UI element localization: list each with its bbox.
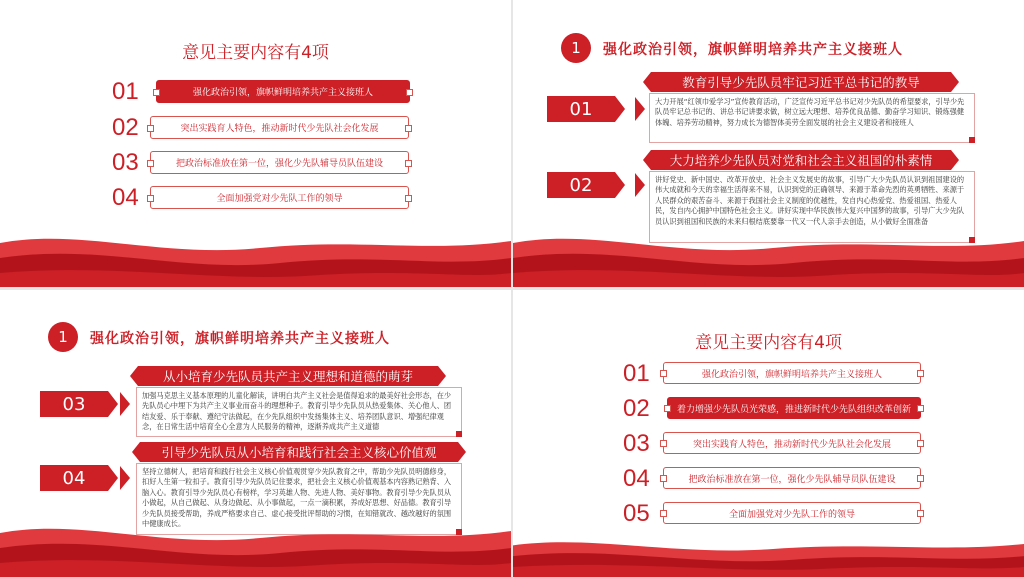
row-number: 02 [112, 114, 139, 141]
outline-item-label: 全面加强党对少先队工作的领导 [728, 509, 855, 520]
connector-dot [147, 125, 154, 132]
row-number: 03 [623, 430, 650, 457]
outline-item-label: 把政治标准放在第一位，强化少先队辅导员队伍建设 [175, 159, 383, 169]
section-number-circle: 1 [48, 322, 78, 352]
section-heading: 强化政治引领，旗帜鲜明培养共产主义接班人 [603, 42, 903, 58]
section-heading: 强化政治引领，旗帜鲜明培养共产主义接班人 [90, 331, 390, 347]
section-number-tag: 01 [547, 96, 615, 122]
row-number: 05 [623, 500, 650, 527]
outline-item-label: 突出实践育人特色，推动新时代少先队社会化发展 [692, 439, 891, 450]
connector-dot [917, 370, 924, 377]
row-number: 01 [623, 360, 650, 387]
slide-outline-4[interactable] [0, 0, 511, 287]
corner-marker [456, 431, 462, 437]
outline-item-label: 全面加强党对少先队工作的领导 [216, 194, 343, 204]
outline-item-4[interactable] [663, 467, 921, 489]
outline-item-label: 突出实践育人特色，推动新时代少先队社会化发展 [180, 124, 379, 134]
connector-dot [660, 510, 667, 517]
outline-item-label: 把政治标准放在第一位，强化少先队辅导员队伍建设 [688, 474, 896, 485]
section-number-tag: 02 [547, 172, 615, 198]
section-number-tag: 04 [40, 465, 108, 491]
red-ribbon-wave [513, 223, 1024, 287]
row-number: 02 [623, 395, 650, 422]
outline-item-label: 强化政治引领，旗帜鲜明培养共产主义接班人 [701, 369, 882, 380]
corner-marker [969, 137, 975, 143]
connector-dot [406, 89, 413, 96]
connector-dot [664, 405, 671, 412]
subtitle-banner: 引导少先队员从小培育和践行社会主义核心价值观 [140, 442, 458, 462]
row-number: 01 [112, 78, 139, 105]
connector-dot [405, 195, 412, 202]
section-body-text: 大力开展“红领巾爱学习”宣传教育活动，广泛宣传习近平总书记对少先队员的希望要求，引导少先队员牢记总书记的、讲总书记讲要求做，树立远大理想、培养优良品德、勤奋学习知识、锻炼强健体魄、培养劳动精神，努力成长为德智体美劳全面发展的社会主义建设者和接班人 [649, 93, 975, 143]
connector-dot [917, 440, 924, 447]
red-ribbon-wave [513, 531, 1024, 577]
red-ribbon-wave [0, 223, 511, 287]
connector-dot [660, 370, 667, 377]
row-number: 04 [623, 465, 650, 492]
connector-dot [917, 405, 924, 412]
connector-dot [660, 475, 667, 482]
chevron-right-icon [635, 173, 645, 197]
outline-item-2[interactable] [667, 397, 921, 419]
outline-item-1[interactable] [663, 362, 921, 384]
outline-item-3[interactable] [150, 151, 409, 174]
connector-dot [147, 160, 154, 167]
connector-dot [660, 440, 667, 447]
outline-item-label: 着力增强少先队员光荣感，推进新时代少先队组织改革创新 [676, 404, 911, 415]
section-number-tag: 03 [40, 391, 108, 417]
slide-section-1-part-a[interactable] [513, 0, 1024, 287]
connector-dot [405, 125, 412, 132]
chevron-right-icon [120, 466, 130, 490]
red-ribbon-wave [0, 513, 511, 577]
section-body-text: 讲好党史、新中国史、改革开放史、社会主义发展史的故事，引导广大少先队员认识到祖国建设的伟大成就和今天的幸福生活得来不易，认识到党的正确领导、来源于革命先烈的英勇牺牲、来源于人民群众的艰苦奋斗、来源于我国社会主义制度的优越性，发自内心热爱党、热爱祖国、热爱人民，发自内心拥护中国特色社会主义。讲好实现中华民族伟大复兴中国梦的故事，引导广大少先队员认识到祖国和民族的未来归根结底要靠一代又一代人亲手去创造，从小做好全面准备 [649, 171, 975, 243]
row-number: 03 [112, 149, 139, 176]
slide-title: 意见主要内容有4项 [695, 333, 842, 353]
connector-dot [917, 510, 924, 517]
connector-dot [147, 195, 154, 202]
section-body-text: 加强马克思主义基本原理的儿童化解读，讲明白共产主义社会是值得追求的最美好社会形态，在少先队员心中埋下为共产主义事业而奋斗的理想种子。教育引导少先队员从热爱集体、关心他人、团结友爱、乐于奉献、遵纪守法做起，在少先队组织中发扬集体主义、培养团队意识、增强纪律观念，在日常生活中培育全心全意为人民服务的精神，逐渐养成共产主义道德 [136, 387, 462, 437]
slide-title: 意见主要内容有4项 [182, 43, 329, 63]
subtitle-banner: 大力培养少先队员对党和社会主义祖国的朴素情 [651, 150, 951, 170]
section-number-circle: 1 [561, 33, 591, 63]
section-body-text: 坚持立德树人，把培育和践行社会主义核心价值观贯穿少先队教育之中，帮助少先队员明德修身，扣好人生第一粒扣子。教育引导少先队员记住要求，把社会主义核心价值观基本内容熟记熟背、入脑入心。教育引导少先队员心有榜样，学习英雄人物、先进人物、美好事物。教育引导少先队员从小做起，从自己做起、从身边做起、从小事做起，一点一滴积累，养成好思想、好品德。教育引导少先队员接受帮助，养成严格要求自己、虚心接受批评帮助的习惯，在知错就改、越改越好的氛围中健康成长。 [136, 463, 462, 535]
chevron-right-icon [120, 392, 130, 416]
subtitle-banner: 从小培育少先队员共产主义理想和道德的萌芽 [138, 366, 438, 386]
subtitle-banner: 教育引导少先队员牢记习近平总书记的教导 [651, 72, 951, 92]
outline-item-5[interactable] [663, 502, 921, 524]
outline-item-1[interactable] [156, 80, 410, 103]
connector-dot [917, 475, 924, 482]
outline-item-2[interactable] [150, 116, 409, 139]
outline-item-3[interactable] [663, 432, 921, 454]
connector-dot [153, 89, 160, 96]
chevron-right-icon [635, 97, 645, 121]
outline-item-label: 强化政治引领，旗帜鲜明培养共产主义接班人 [192, 88, 373, 98]
connector-dot [405, 160, 412, 167]
row-number: 04 [112, 184, 139, 211]
slide-outline-5[interactable] [513, 290, 1024, 577]
slide-section-1-part-b[interactable] [0, 290, 511, 577]
outline-item-4[interactable] [150, 186, 409, 209]
